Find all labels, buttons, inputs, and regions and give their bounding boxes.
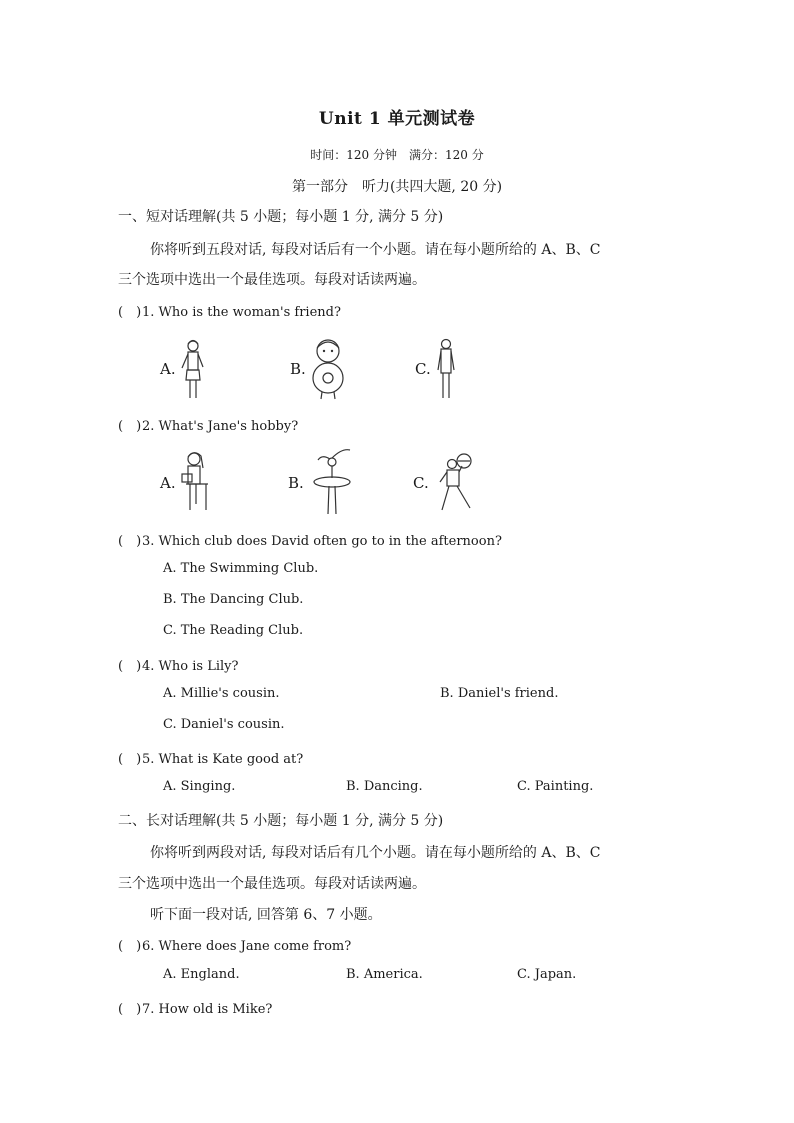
part-heading: 第一部分 听力(共四大题, 20 分) — [291, 179, 503, 195]
question-6 — [118, 935, 351, 954]
answer-blank[interactable]: ( ) — [118, 939, 142, 954]
q6-option-a: A. England. — [163, 967, 240, 982]
q5-option-c: C. Painting. — [517, 779, 594, 794]
chubby-girl-icon — [308, 338, 348, 400]
q4-option-a: A. Millie's cousin. — [163, 686, 280, 701]
q5-option-b: B. Dancing. — [346, 779, 423, 794]
question-2-text: 2. What's Jane's hobby? — [142, 419, 299, 434]
thin-man-icon — [434, 338, 458, 400]
answer-blank[interactable]: ( ) — [118, 1002, 142, 1017]
question-2 — [118, 415, 298, 434]
q5-option-a: A. Singing. — [163, 779, 236, 794]
q4-option-c: C. Daniel's cousin. — [163, 717, 285, 732]
woman-figure-icon — [178, 338, 208, 400]
q6-option-c: C. Japan. — [517, 967, 577, 982]
section2-heading: 二、长对话理解(共 5 小题；每小题 1 分, 满分 5 分) — [118, 813, 444, 829]
page-title: Unit 1 单元测试卷 — [318, 109, 476, 129]
q1-option-a-label: A. — [160, 360, 176, 378]
q4-option-b: B. Daniel's friend. — [440, 686, 559, 701]
section1-instruction-line1: 你将听到五段对话, 每段对话后有一个小题。请在每小题所给的 A、B、C — [150, 242, 601, 258]
section1-heading: 一、短对话理解(共 5 小题；每小题 1 分, 满分 5 分) — [118, 209, 444, 225]
question-3-text: 3. Which club does David often go to in the afternoon? — [142, 534, 502, 549]
q3-option-c: C. The Reading Club. — [163, 623, 304, 638]
question-4 — [118, 655, 238, 674]
answer-blank[interactable]: ( ) — [118, 534, 142, 549]
question-6-text: 6. Where does Jane come from? — [142, 939, 352, 954]
q2-option-b-label: B. — [288, 474, 304, 492]
question-1-text: 1. Who is the woman's friend? — [142, 305, 341, 320]
q1-option-c-label: C. — [415, 360, 431, 378]
answer-blank[interactable]: ( ) — [118, 659, 142, 674]
section2-instruction-line3: 听下面一段对话, 回答第 6、7 小题。 — [150, 907, 382, 923]
q2-option-a-label: A. — [160, 474, 176, 492]
section1-instruction-line2: 三个选项中选出一个最佳选项。每段对话读两遍。 — [118, 272, 426, 288]
question-7-text: 7. How old is Mike? — [142, 1002, 273, 1017]
section2-instruction-line2: 三个选项中选出一个最佳选项。每段对话读两遍。 — [118, 876, 426, 892]
q1-option-b-label: B. — [290, 360, 306, 378]
question-1 — [118, 301, 341, 320]
basketball-player-icon — [432, 452, 478, 514]
exam-meta: 时间：120 分钟 满分：120 分 — [310, 148, 484, 162]
question-4-text: 4. Who is Lily? — [142, 659, 239, 674]
q3-option-b: B. The Dancing Club. — [163, 592, 304, 607]
question-3 — [118, 530, 502, 549]
question-7 — [118, 998, 272, 1017]
question-5 — [118, 748, 303, 767]
question-5-text: 5. What is Kate good at? — [142, 752, 304, 767]
q6-option-b: B. America. — [346, 967, 423, 982]
q3-option-a: A. The Swimming Club. — [163, 561, 319, 576]
ballet-dancer-icon — [306, 446, 358, 516]
q2-option-c-label: C. — [413, 474, 429, 492]
reading-girl-icon — [178, 450, 214, 514]
answer-blank[interactable]: ( ) — [118, 752, 142, 767]
answer-blank[interactable]: ( ) — [118, 419, 142, 434]
section2-instruction-line1: 你将听到两段对话, 每段对话后有几个小题。请在每小题所给的 A、B、C — [150, 845, 601, 861]
answer-blank[interactable]: ( ) — [118, 305, 142, 320]
